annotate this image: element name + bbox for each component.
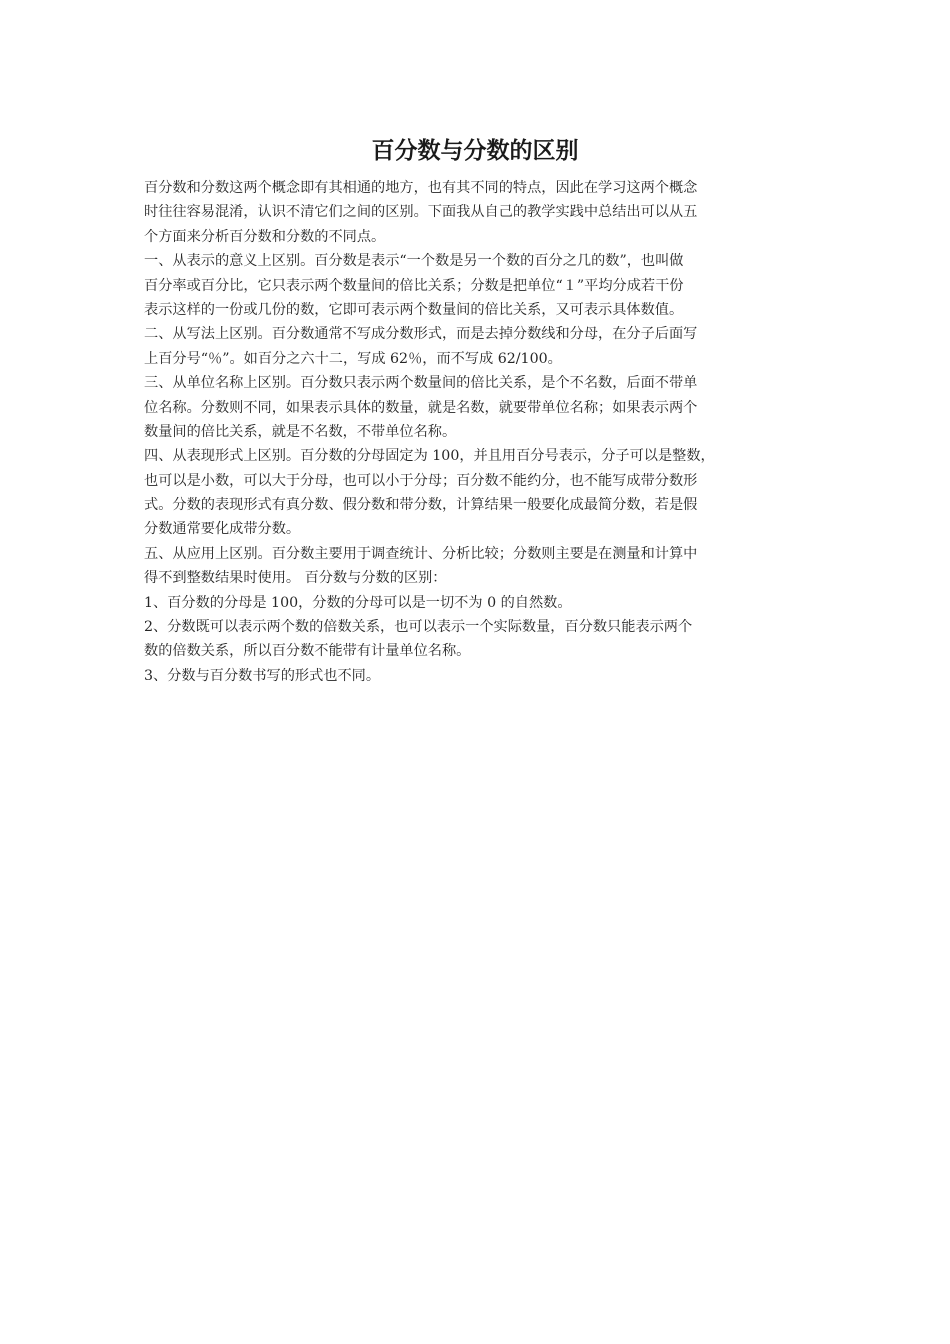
body-line: 位名称。分数则不同，如果表示具体的数量，就是名数，就要带单位名称；如果表示两个 (144, 399, 698, 416)
body-line: 四、从表现形式上区别。百分数的分母固定为 100，并且用百分号表示，分子可以是整数， (144, 448, 715, 465)
body-line: 上百分号“％”。如百分之六十二，写成 62％，而不写成 62/100。 (144, 350, 562, 367)
body-line: 分数通常要化成带分数。 (144, 521, 301, 538)
body-line: 二、从写法上区别。百分数通常不写成分数形式，而是去掉分数线和分母，在分子后面写 (144, 326, 698, 343)
body-line: 一、从表示的意义上区别。百分数是表示“一个数是另一个数的百分之几的数”，也叫做 (144, 253, 684, 270)
body-line: 也可以是小数，可以大于分母，也可以小于分母；百分数不能约分，也不能写成带分数形 (144, 472, 698, 489)
body-line: 式。分数的表现形式有真分数、假分数和带分数，计算结果一般要化成最简分数，若是假 (144, 497, 698, 514)
body-line: 时往往容易混淆，认识不清它们之间的区别。下面我从自己的教学实践中总结出可以从五 (144, 204, 698, 221)
body-line: 得不到整数结果时使用。 百分数与分数的区别： (144, 570, 447, 587)
body-line: 2、分数既可以表示两个数的倍数关系，也可以表示一个实际数量，百分数只能表示两个 (144, 619, 693, 636)
body-line: 三、从单位名称上区别。百分数只表示两个数量间的倍比关系，是个不名数，后面不带单 (144, 375, 698, 392)
body-line: 3、分数与百分数书写的形式也不同。 (144, 667, 381, 684)
document-body (144, 176, 824, 688)
body-line: 1、百分数的分母是 100，分数的分母可以是一切不为 0 的自然数。 (144, 594, 572, 611)
body-line: 百分数和分数这两个概念即有其相通的地方，也有其不同的特点，因此在学习这两个概念 (144, 180, 698, 196)
body-line: 个方面来分析百分数和分数的不同点。 (144, 228, 386, 245)
body-line: 数的倍数关系，所以百分数不能带有计量单位名称。 (144, 643, 471, 660)
body-line: 表示这样的一份或几份的数，它即可表示两个数量间的倍比关系，又可表示具体数值。 (144, 301, 684, 318)
document-title: 百分数与分数的区别 (371, 138, 579, 164)
body-line: 五、从应用上区别。百分数主要用于调查统计、分析比较；分数则主要是在测量和计算中 (144, 545, 698, 562)
body-line: 数量间的倍比关系，就是不名数，不带单位名称。 (144, 423, 457, 440)
body-line: 百分率或百分比，它只表示两个数量间的倍比关系；分数是把单位“１”平均分成若干份 (144, 277, 684, 294)
